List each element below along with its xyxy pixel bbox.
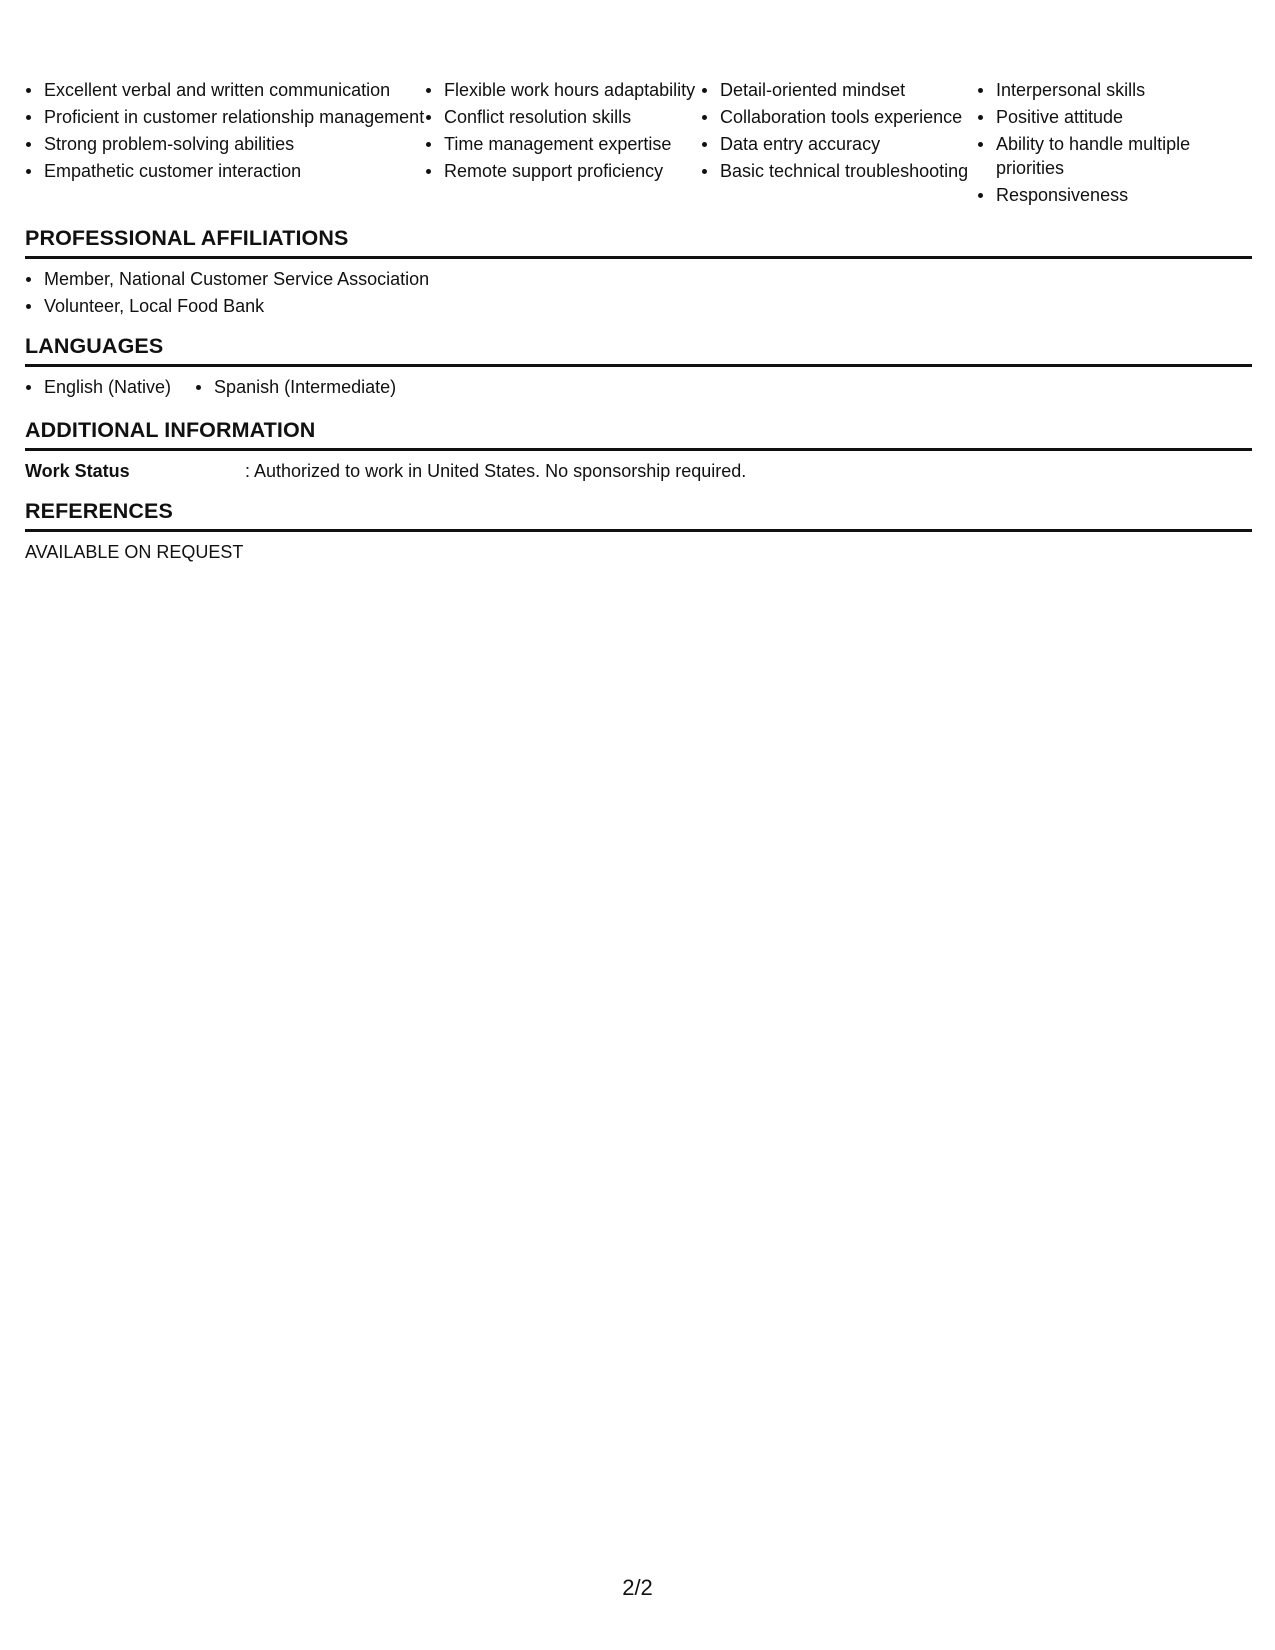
work-status-row — [25, 459, 1252, 483]
skill-item: Responsiveness — [977, 183, 1252, 207]
section-heading: LANGUAGES — [25, 332, 1252, 367]
skill-item: Data entry accuracy — [701, 132, 977, 156]
skills-column-2 — [425, 78, 701, 210]
skill-item: Detail-oriented mindset — [701, 78, 977, 102]
affiliations-list — [25, 267, 1252, 318]
work-status-label: Work Status — [25, 461, 130, 481]
language-item: English (Native) — [25, 375, 171, 399]
section-heading: REFERENCES — [25, 497, 1252, 532]
skills-column-1 — [25, 78, 425, 210]
skill-item: Proficient in customer relationship management — [25, 105, 425, 129]
languages-list — [25, 375, 1252, 402]
skills-section — [25, 78, 1252, 210]
affiliation-item: Member, National Customer Service Association — [25, 267, 1252, 291]
resume-page — [25, 78, 1252, 564]
skills-column-4 — [977, 78, 1252, 210]
language-item: Spanish (Intermediate) — [195, 375, 396, 399]
skill-item: Collaboration tools experience — [701, 105, 977, 129]
references-section — [25, 497, 1252, 564]
skill-item: Flexible work hours adaptability — [425, 78, 701, 102]
skill-item: Ability to handle multiple priorities — [977, 132, 1252, 180]
section-heading: PROFESSIONAL AFFILIATIONS — [25, 224, 1252, 259]
skill-item: Positive attitude — [977, 105, 1252, 129]
languages-section — [25, 332, 1252, 402]
skill-item: Strong problem-solving abilities — [25, 132, 425, 156]
affiliations-section — [25, 224, 1252, 318]
skill-item: Time management expertise — [425, 132, 701, 156]
affiliation-item: Volunteer, Local Food Bank — [25, 294, 1252, 318]
skill-item: Empathetic customer interaction — [25, 159, 425, 183]
work-status-value: : Authorized to work in United States. No sponsorship required. — [245, 461, 747, 481]
skill-item: Basic technical troubleshooting — [701, 159, 977, 183]
skills-column-3 — [701, 78, 977, 210]
page-number: 2/2 — [622, 1575, 653, 1600]
additional-info-section — [25, 416, 1252, 483]
skill-item: Remote support proficiency — [425, 159, 701, 183]
section-heading: ADDITIONAL INFORMATION — [25, 416, 1252, 451]
skill-item: Excellent verbal and written communication — [25, 78, 425, 102]
skill-item: Interpersonal skills — [977, 78, 1252, 102]
references-text: AVAILABLE ON REQUEST — [25, 542, 244, 562]
skill-item: Conflict resolution skills — [425, 105, 701, 129]
